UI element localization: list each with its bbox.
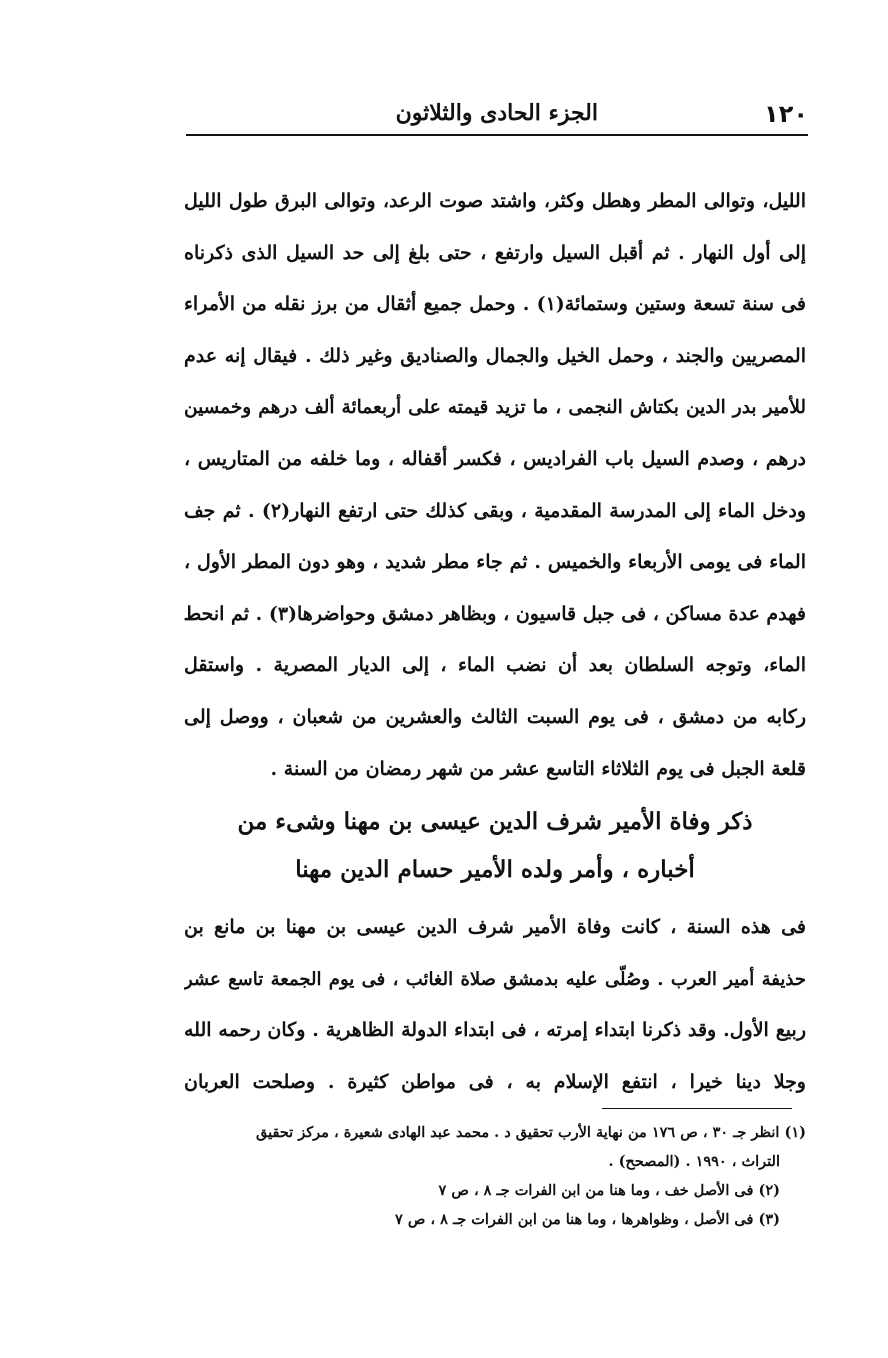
page-header — [186, 92, 808, 142]
section-heading — [184, 798, 806, 894]
text-line: وجلا دينا خيرا ، انتفع الإسلام به ، فى مواطن كثيرة . وصلحت العربان — [184, 1070, 806, 1093]
text-line: فى سنة تسعة وستين وستمائة(١) . وحمل جميع أثقال من برز نقله من الأمراء — [184, 293, 806, 316]
body-paragraph-1 — [184, 176, 806, 795]
text-line: ودخل الماء إلى المدرسة المقدمية ، وبقى كذلك حتى ارتفع النهار(٢) . ثم جف — [184, 499, 806, 522]
running-title: الجزء الحادى والثلاثون — [395, 100, 598, 126]
footnote-1-continuation: التراث ، ١٩٩٠ . (المصحح) . — [608, 1153, 780, 1170]
page-number: ١٢٠ — [764, 100, 808, 128]
text-line: فهدم عدة مساكن ، فى جبل قاسيون ، وبظاهر دمشق وحواضرها(٣) . ثم انحط — [184, 602, 806, 625]
footnote-rule — [602, 1108, 792, 1109]
text-line: إلى أول النهار . ثم أقبل السيل وارتفع ، حتى بلغ إلى حد السيل الذى ذكرناه — [184, 241, 806, 264]
section-heading-line-1: ذكر وفاة الأمير شرف الدين عيسى بن مهنا وشىء من — [237, 808, 753, 835]
footnote-1: (١) انظر جـ ٣٠ ، ص ١٧٦ من نهاية الأرب تحقيق د . محمد عبد الهادى شعيرة ، مركز تحقيق — [256, 1124, 806, 1141]
text-line: ركابه من دمشق ، فى يوم السبت الثالث والعشرين من شعبان ، ووصل إلى — [184, 705, 806, 728]
text-line: الماء فى يومى الأربعاء والخميس . ثم جاء مطر شديد ، وهو دون المطر الأول ، — [184, 551, 806, 574]
text-line: فى هذه السنة ، كانت وفاة الأمير شرف الدين عيسى بن مهنا بن مانع بن — [184, 916, 806, 938]
footnote-2: (٢) فى الأصل خف ، وما هنا من ابن الفرات جـ ٨ ، ص ٧ — [438, 1182, 780, 1199]
text-line: درهم ، وصدم السيل باب الفراديس ، فكسر أقفاله ، وما خلفه من المتاريس ، — [184, 447, 806, 470]
text-line: الليل، وتوالى المطر وهطل وكثر، واشتد صوت الرعد، وتوالى البرق طول الليل — [184, 190, 806, 212]
text-line: حذيفة أمير العرب . وصُلّى عليه بدمشق صلاة الغائب ، فى يوم الجمعة تاسع عشر — [184, 968, 806, 990]
header-rule — [186, 134, 808, 136]
section-heading-line-2: أخباره ، وأمر ولده الأمير حسام الدين مهنا — [295, 856, 695, 883]
footnote-3: (٣) فى الأصل ، وظواهرها ، وما هنا من ابن الفرات جـ ٨ ، ص ٧ — [394, 1211, 780, 1228]
body-paragraph-2 — [184, 902, 806, 1108]
text-line: للأمير بدر الدين بكتاش النجمى ، ما تزيد قيمته على أربعمائة ألف درهم وخمسين — [184, 397, 806, 419]
text-line: قلعة الجبل فى يوم الثلاثاء التاسع عشر من شهر رمضان من السنة . — [270, 757, 806, 780]
text-line: الماء، وتوجه السلطان بعد أن نضب الماء ، إلى الديار المصرية . واستقل — [184, 654, 806, 677]
footnotes — [186, 1118, 806, 1234]
text-line: ربيع الأول. وقد ذكرنا ابتداء إمرته ، فى ابتداء الدولة الظاهرية . وكان رحمه الله — [184, 1019, 806, 1042]
text-line: المصريين والجند ، وحمل الخيل والجمال والصناديق وغير ذلك . فيقال إنه عدم — [184, 344, 806, 367]
